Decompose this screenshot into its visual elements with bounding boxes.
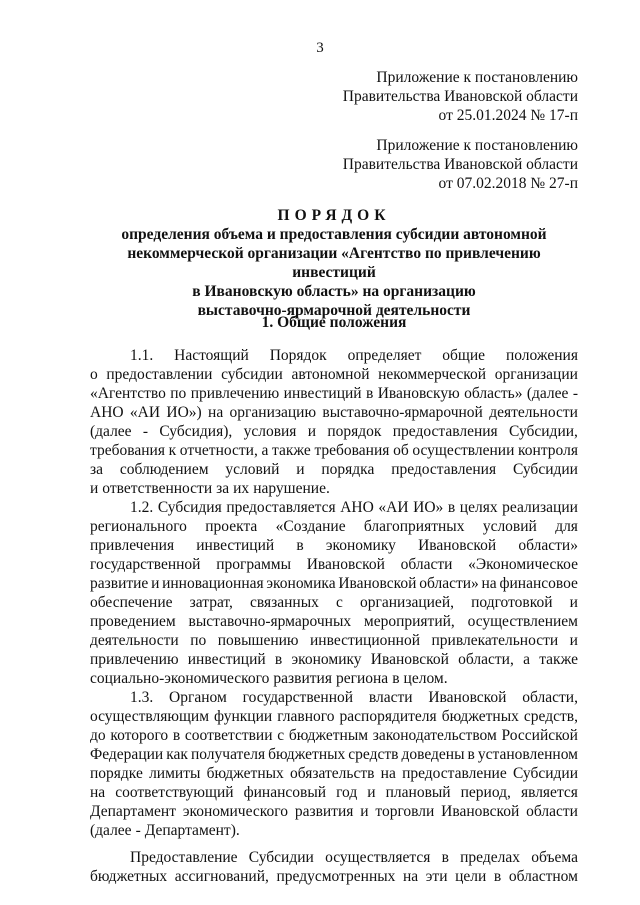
text-line: «Агентство по привлечению инвестиций в Ивановскую область» (далее - xyxy=(90,385,578,402)
text-line: до которого в соответствии с бюджетным законодательством Российской xyxy=(90,727,578,744)
text-line: и ответственности за их нарушение. xyxy=(90,480,330,497)
text-line: порядке лимиты бюджетных обязательств на предоставление Субсидии xyxy=(90,765,578,782)
appendix-line: от 07.02.2018 № 27-п xyxy=(438,175,578,192)
title-line: выставочно-ярмарочной деятельности xyxy=(197,302,471,319)
paragraph xyxy=(90,498,578,688)
text-line: за соблюдением условий и порядка предоставления Субсидии xyxy=(90,461,578,478)
text-line: требования к отчетности, а также требования об осуществлении контроля xyxy=(90,442,578,459)
page-number: 3 xyxy=(316,40,324,56)
appendix-note-original xyxy=(343,136,578,193)
paragraph xyxy=(90,688,578,840)
text-line: 1.2. Субсидия предоставляется АНО «АИ ИО» в целях реализации xyxy=(130,499,578,516)
text-line: привлечения инвестиций в экономику Ивановской области» xyxy=(90,537,578,554)
text-line: развитие и инновационная экономика Ивановской области» на финансовое xyxy=(90,575,578,592)
section-heading: 1. Общие положения xyxy=(261,314,407,331)
appendix-line: Правительства Ивановской области xyxy=(342,156,578,173)
text-line: АНО «АИ ИО») на организацию выставочно-ярмарочной деятельности xyxy=(90,404,578,421)
text-line: регионального проекта «Создание благоприятных условий для xyxy=(90,518,578,535)
text-line: социально-экономического развития региона в целом. xyxy=(90,670,448,687)
title-line: некоммерческой организации «Агентство по привлечению инвестиций xyxy=(127,245,541,281)
text-line: Федерации как получателя бюджетных средств доведены в установленном xyxy=(90,746,578,763)
paragraph xyxy=(90,848,578,886)
text-line: проведением выставочно-ярмарочных мероприятий, осуществлением xyxy=(90,613,578,630)
text-line: 1.3. Органом государственной власти Ивановской области, xyxy=(130,689,578,706)
title-line: в Ивановскую область» на организацию xyxy=(192,283,476,300)
document-title xyxy=(90,206,578,320)
text-line: о предоставлении субсидии автономной некоммерческой организации xyxy=(90,366,578,383)
text-line: привлечению инвестиций в экономику Ивановской области, а также xyxy=(90,651,578,668)
text-line: деятельности по повышению инвестиционной привлекательности и xyxy=(90,632,578,649)
text-line: Предоставление Субсидии осуществляется в пределах объема xyxy=(130,849,578,866)
appendix-line: Правительства Ивановской области xyxy=(342,88,578,105)
appendix-line: от 25.01.2024 № 17-п xyxy=(438,107,578,124)
appendix-note-current xyxy=(343,68,578,125)
text-line: на соответствующий финансовый год и плановый период, является xyxy=(90,784,578,801)
text-line: обеспечение затрат, связанных с организацией, подготовкой и xyxy=(90,594,578,611)
appendix-line: Приложение к постановлению xyxy=(376,137,578,154)
title-line: определения объема и предоставления субсидии автономной xyxy=(121,226,547,243)
text-line: 1.1. Настоящий Порядок определяет общие положения xyxy=(130,347,578,364)
document-body xyxy=(90,346,578,886)
text-line: государственной программы Ивановской области «Экономическое xyxy=(90,556,578,573)
paragraph xyxy=(90,346,578,498)
text-line: осуществляющим функции главного распорядителя бюджетных средств, xyxy=(90,708,578,725)
text-line: (далее - Департамент). xyxy=(90,822,240,839)
text-line: бюджетных ассигнований, предусмотренных на эти цели в областном xyxy=(90,868,578,885)
text-line: (далее - Субсидия), условия и порядок предоставления Субсидии, xyxy=(90,423,578,440)
title-main: ПОРЯДОК xyxy=(277,207,391,224)
appendix-line: Приложение к постановлению xyxy=(376,69,578,86)
text-line: Департамент экономического развития и торговли Ивановской области xyxy=(90,803,578,820)
